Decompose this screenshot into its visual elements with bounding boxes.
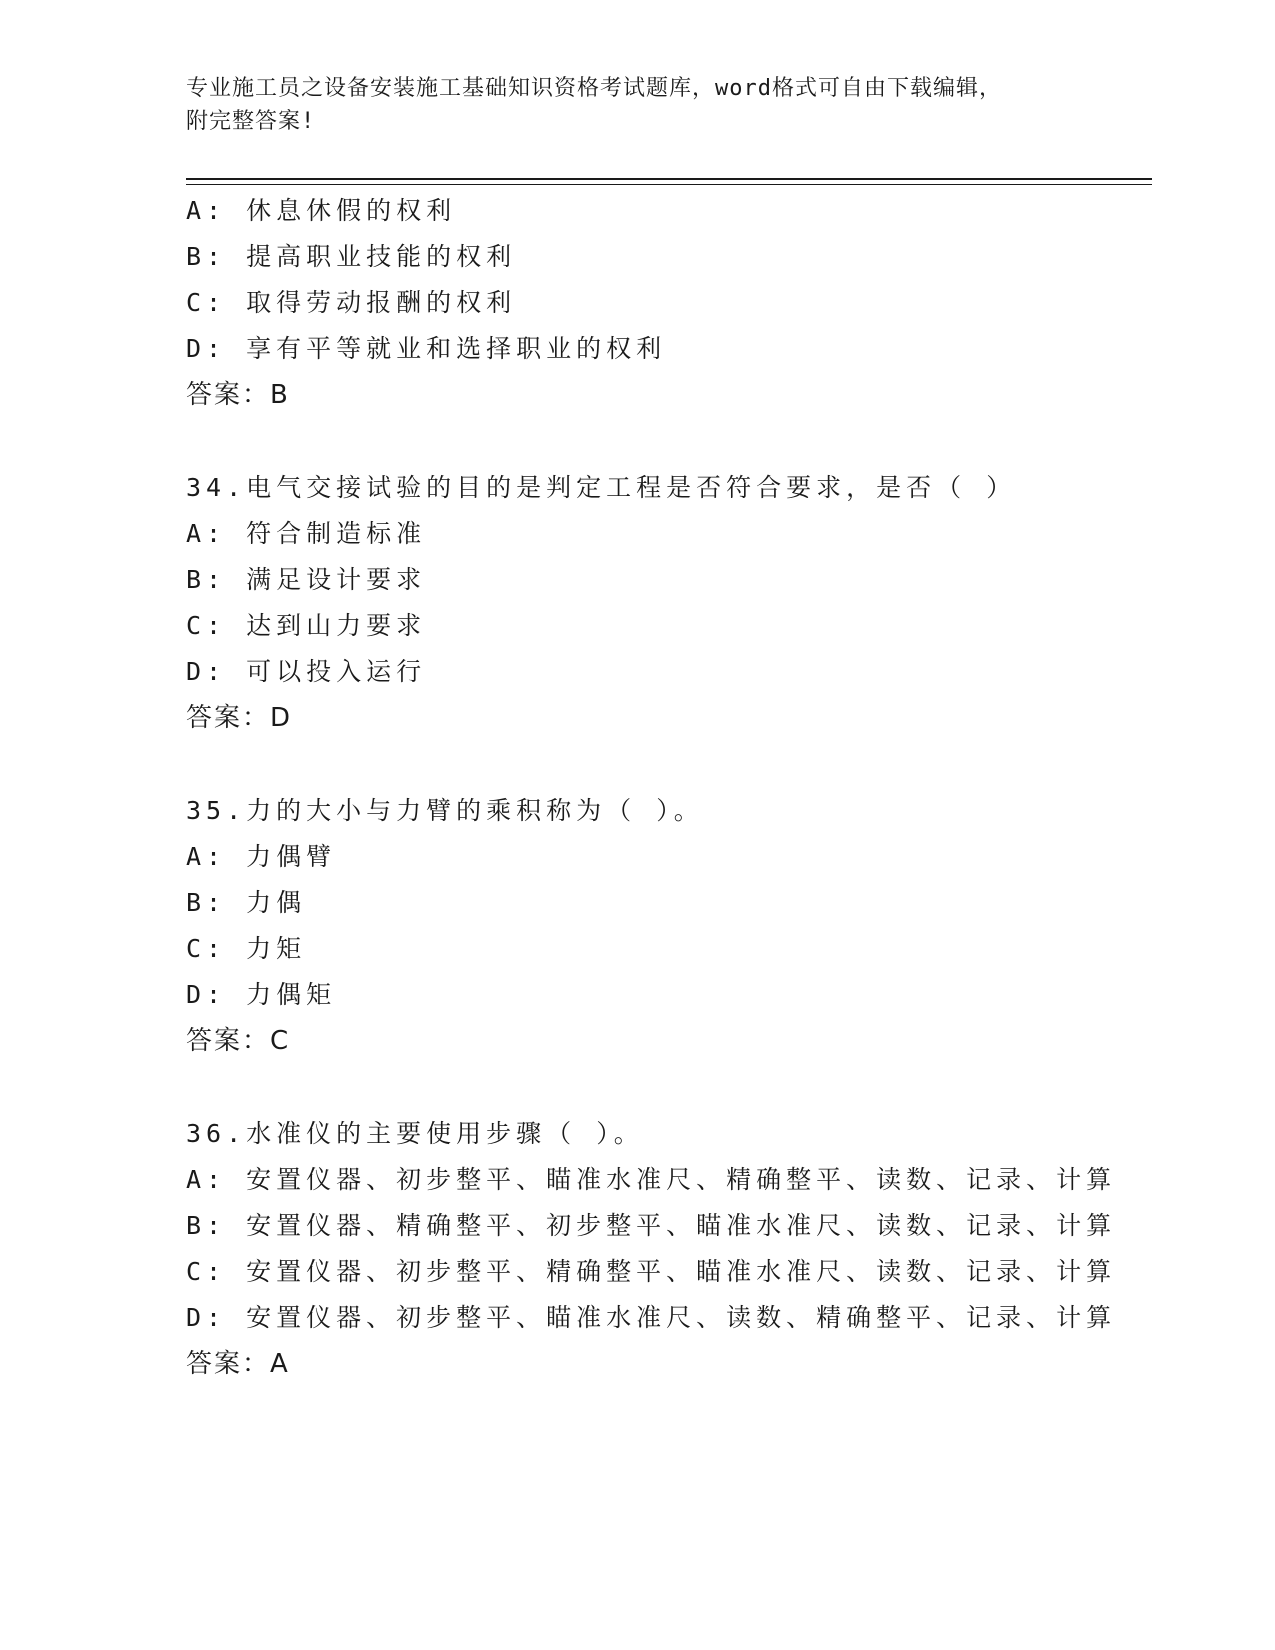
header-divider-thin	[186, 184, 1152, 185]
option-b: B: 安置仪器、精确整平、初步整平、瞄准水准尺、读数、记录、计算	[186, 1211, 1117, 1240]
question-block-36	[186, 1111, 1146, 1387]
option-b: B: 满足设计要求	[186, 565, 427, 594]
option-c: C: 取得劳动报酬的权利	[186, 288, 517, 317]
option-c: C: 力矩	[186, 934, 307, 963]
option-a: A: 休息休假的权利	[186, 196, 457, 225]
option-c: C: 安置仪器、初步整平、精确整平、瞄准水准尺、读数、记录、计算	[186, 1257, 1117, 1286]
document-header	[186, 72, 1086, 138]
option-b: B: 力偶	[186, 888, 307, 917]
option-a: A: 力偶臂	[186, 842, 337, 871]
header-divider-thick	[186, 178, 1152, 180]
question-block-35	[186, 788, 1146, 1064]
question-text: 35.力的大小与力臂的乘积称为（ ）。	[186, 796, 704, 825]
option-a: A: 安置仪器、初步整平、瞄准水准尺、精确整平、读数、记录、计算	[186, 1165, 1117, 1194]
option-d: D: 可以投入运行	[186, 657, 427, 686]
option-d: D: 安置仪器、初步整平、瞄准水准尺、读数、精确整平、记录、计算	[186, 1303, 1117, 1332]
answer-line: 答案：A	[186, 1349, 290, 1379]
option-b: B: 提高职业技能的权利	[186, 242, 517, 271]
header-line-2: 附完整答案!	[186, 109, 316, 134]
option-c: C: 达到山力要求	[186, 611, 427, 640]
option-d: D: 力偶矩	[186, 980, 337, 1009]
question-text: 34.电气交接试验的目的是判定工程是否符合要求，是否（ ）	[186, 473, 1017, 502]
question-block-33	[186, 188, 1146, 418]
header-line-1: 专业施工员之设备安装施工基础知识资格考试题库，word格式可自由下载编辑，	[186, 76, 1002, 101]
question-block-34	[186, 465, 1146, 741]
answer-line: 答案：B	[186, 380, 290, 410]
option-d: D: 享有平等就业和选择职业的权利	[186, 334, 667, 363]
option-a: A: 符合制造标准	[186, 519, 427, 548]
question-text: 36.水准仪的主要使用步骤（ ）。	[186, 1119, 644, 1148]
question-list	[186, 188, 1146, 1387]
answer-line: 答案：C	[186, 1026, 291, 1056]
answer-line: 答案：D	[186, 703, 293, 733]
